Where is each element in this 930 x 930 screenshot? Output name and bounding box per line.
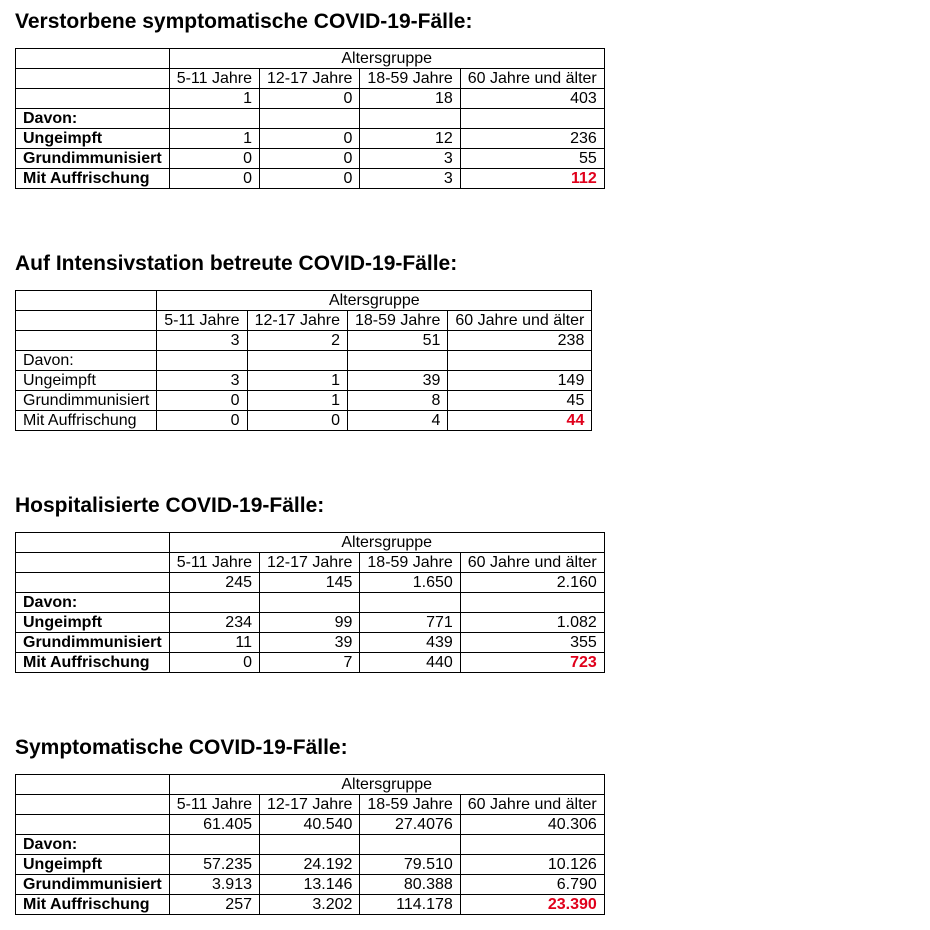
- column-header: 18-59 Jahre: [360, 553, 460, 573]
- table-row: [16, 291, 592, 311]
- table-cell: 99: [260, 613, 360, 633]
- column-header: 12-17 Jahre: [260, 795, 360, 815]
- table-cell: 40.540: [260, 815, 360, 835]
- table-row: [16, 895, 605, 915]
- column-header: 5-11 Jahre: [169, 69, 259, 89]
- table-cell: 3.913: [169, 875, 259, 895]
- section-hospitalized: [15, 494, 597, 671]
- column-header: 60 Jahre und älter: [460, 553, 604, 573]
- table-cell: 7: [260, 653, 360, 673]
- table-cell: 80.388: [360, 875, 460, 895]
- empty-cell: [16, 331, 157, 351]
- table-cell: 6.790: [460, 875, 604, 895]
- table-cell: 439: [360, 633, 460, 653]
- data-table: [15, 290, 592, 431]
- table-row: [16, 109, 605, 129]
- table-cell: 114.178: [360, 895, 460, 915]
- empty-cell: [347, 351, 447, 371]
- table-cell: 13.146: [260, 875, 360, 895]
- table-row-total: [16, 331, 592, 351]
- data-table: [15, 774, 605, 915]
- section-icu: [15, 252, 585, 429]
- table-cell: 145: [260, 573, 360, 593]
- section-deaths: [15, 10, 597, 187]
- table-cell: 1.650: [360, 573, 460, 593]
- table-cell: 39: [347, 371, 447, 391]
- age-group-header: Altersgruppe: [169, 775, 604, 795]
- table-cell: 0: [157, 391, 247, 411]
- table-row: [16, 775, 605, 795]
- corner-cell: [16, 49, 170, 69]
- table-cell: 0: [247, 411, 347, 431]
- row-label: Ungeimpft: [16, 371, 157, 391]
- table-cell: 236: [460, 129, 604, 149]
- column-header: 5-11 Jahre: [157, 311, 247, 331]
- table-row: [16, 149, 605, 169]
- section-title: Hospitalisierte COVID-19-Fälle:: [15, 494, 325, 517]
- table-cell: 0: [260, 89, 360, 109]
- table-cell: 771: [360, 613, 460, 633]
- row-label: Grundimmunisiert: [16, 875, 170, 895]
- table-cell: 3: [157, 331, 247, 351]
- table-row: [16, 311, 592, 331]
- table-row: [16, 69, 605, 89]
- row-label: Grundimmunisiert: [16, 149, 170, 169]
- table-row: [16, 613, 605, 633]
- empty-cell: [16, 89, 170, 109]
- table-row: [16, 371, 592, 391]
- table-row: [16, 391, 592, 411]
- table-cell: 403: [460, 89, 604, 109]
- column-header: 12-17 Jahre: [260, 69, 360, 89]
- empty-cell: [157, 351, 247, 371]
- column-header: 18-59 Jahre: [360, 795, 460, 815]
- column-header: 60 Jahre und älter: [460, 69, 604, 89]
- table-cell: 3.202: [260, 895, 360, 915]
- table-row: [16, 795, 605, 815]
- empty-cell: [360, 593, 460, 613]
- table-cell: 4: [347, 411, 447, 431]
- column-header: 18-59 Jahre: [360, 69, 460, 89]
- corner-cell: [16, 775, 170, 795]
- highlighted-cell: 44: [448, 411, 592, 431]
- highlighted-cell: 723: [460, 653, 604, 673]
- table-cell: 0: [157, 411, 247, 431]
- table-row: [16, 855, 605, 875]
- section-title: Verstorbene symptomatische COVID-19-Fälle:: [15, 10, 473, 33]
- table-row: [16, 835, 605, 855]
- table-cell: 1: [169, 129, 259, 149]
- table-cell: 0: [260, 149, 360, 169]
- table-cell: 8: [347, 391, 447, 411]
- table-cell: 3: [360, 169, 460, 189]
- empty-cell: [169, 593, 259, 613]
- highlighted-cell: 23.390: [460, 895, 604, 915]
- table-cell: 1: [247, 391, 347, 411]
- table-row: [16, 351, 592, 371]
- row-label: Davon:: [16, 593, 170, 613]
- row-label: Ungeimpft: [16, 129, 170, 149]
- row-label: Grundimmunisiert: [16, 391, 157, 411]
- table-row: [16, 411, 592, 431]
- table-cell: 45: [448, 391, 592, 411]
- empty-cell: [169, 835, 259, 855]
- table-row: [16, 633, 605, 653]
- column-header: 60 Jahre und älter: [460, 795, 604, 815]
- table-cell: 238: [448, 331, 592, 351]
- table-cell: 10.126: [460, 855, 604, 875]
- table-cell: 79.510: [360, 855, 460, 875]
- section-title: Auf Intensivstation betreute COVID-19-Fälle:: [15, 252, 458, 275]
- corner-cell: [16, 533, 170, 553]
- table-cell: 0: [169, 149, 259, 169]
- empty-cell: [460, 835, 604, 855]
- empty-cell: [260, 109, 360, 129]
- column-header: 5-11 Jahre: [169, 553, 259, 573]
- row-label: Mit Auffrischung: [16, 895, 170, 915]
- empty-cell: [247, 351, 347, 371]
- table-cell: 2: [247, 331, 347, 351]
- table-row: [16, 169, 605, 189]
- table-cell: 12: [360, 129, 460, 149]
- column-header: 12-17 Jahre: [247, 311, 347, 331]
- table-cell: 1: [169, 89, 259, 109]
- empty-cell: [16, 573, 170, 593]
- empty-cell: [360, 835, 460, 855]
- empty-cell: [460, 109, 604, 129]
- corner-cell: [16, 553, 170, 573]
- empty-cell: [260, 593, 360, 613]
- column-header: 18-59 Jahre: [347, 311, 447, 331]
- table-cell: 234: [169, 613, 259, 633]
- table-row-total: [16, 89, 605, 109]
- row-label: Grundimmunisiert: [16, 633, 170, 653]
- row-label: Davon:: [16, 109, 170, 129]
- table-cell: 18: [360, 89, 460, 109]
- table-cell: 0: [169, 653, 259, 673]
- table-row: [16, 533, 605, 553]
- column-header: 12-17 Jahre: [260, 553, 360, 573]
- row-label: Mit Auffrischung: [16, 169, 170, 189]
- table-row: [16, 129, 605, 149]
- row-label: Davon:: [16, 351, 157, 371]
- table-cell: 3: [157, 371, 247, 391]
- table-cell: 39: [260, 633, 360, 653]
- row-label: Ungeimpft: [16, 855, 170, 875]
- age-group-header: Altersgruppe: [169, 533, 604, 553]
- section-symptomatic: [15, 736, 597, 913]
- table-row: [16, 653, 605, 673]
- table-cell: 0: [260, 169, 360, 189]
- row-label: Mit Auffrischung: [16, 411, 157, 431]
- corner-cell: [16, 311, 157, 331]
- table-row: [16, 593, 605, 613]
- empty-cell: [16, 815, 170, 835]
- corner-cell: [16, 69, 170, 89]
- table-cell: 3: [360, 149, 460, 169]
- empty-cell: [448, 351, 592, 371]
- corner-cell: [16, 291, 157, 311]
- column-header: 60 Jahre und älter: [448, 311, 592, 331]
- empty-cell: [360, 109, 460, 129]
- table-cell: 440: [360, 653, 460, 673]
- table-cell: 149: [448, 371, 592, 391]
- table-cell: 355: [460, 633, 604, 653]
- empty-cell: [460, 593, 604, 613]
- table-row: [16, 49, 605, 69]
- column-header: 5-11 Jahre: [169, 795, 259, 815]
- row-label: Davon:: [16, 835, 170, 855]
- table-cell: 27.4076: [360, 815, 460, 835]
- empty-cell: [169, 109, 259, 129]
- table-cell: 1.082: [460, 613, 604, 633]
- table-cell: 55: [460, 149, 604, 169]
- table-row: [16, 553, 605, 573]
- table-row-total: [16, 573, 605, 593]
- age-group-header: Altersgruppe: [169, 49, 604, 69]
- table-cell: 0: [260, 129, 360, 149]
- row-label: Ungeimpft: [16, 613, 170, 633]
- table-cell: 24.192: [260, 855, 360, 875]
- table-cell: 2.160: [460, 573, 604, 593]
- table-row: [16, 875, 605, 895]
- table-cell: 245: [169, 573, 259, 593]
- table-cell: 51: [347, 331, 447, 351]
- highlighted-cell: 112: [460, 169, 604, 189]
- table-row-total: [16, 815, 605, 835]
- table-cell: 1: [247, 371, 347, 391]
- age-group-header: Altersgruppe: [157, 291, 592, 311]
- table-cell: 40.306: [460, 815, 604, 835]
- corner-cell: [16, 795, 170, 815]
- section-title: Symptomatische COVID-19-Fälle:: [15, 736, 348, 759]
- table-cell: 61.405: [169, 815, 259, 835]
- empty-cell: [260, 835, 360, 855]
- data-table: [15, 48, 605, 189]
- table-cell: 57.235: [169, 855, 259, 875]
- row-label: Mit Auffrischung: [16, 653, 170, 673]
- data-table: [15, 532, 605, 673]
- table-cell: 0: [169, 169, 259, 189]
- table-cell: 11: [169, 633, 259, 653]
- table-cell: 257: [169, 895, 259, 915]
